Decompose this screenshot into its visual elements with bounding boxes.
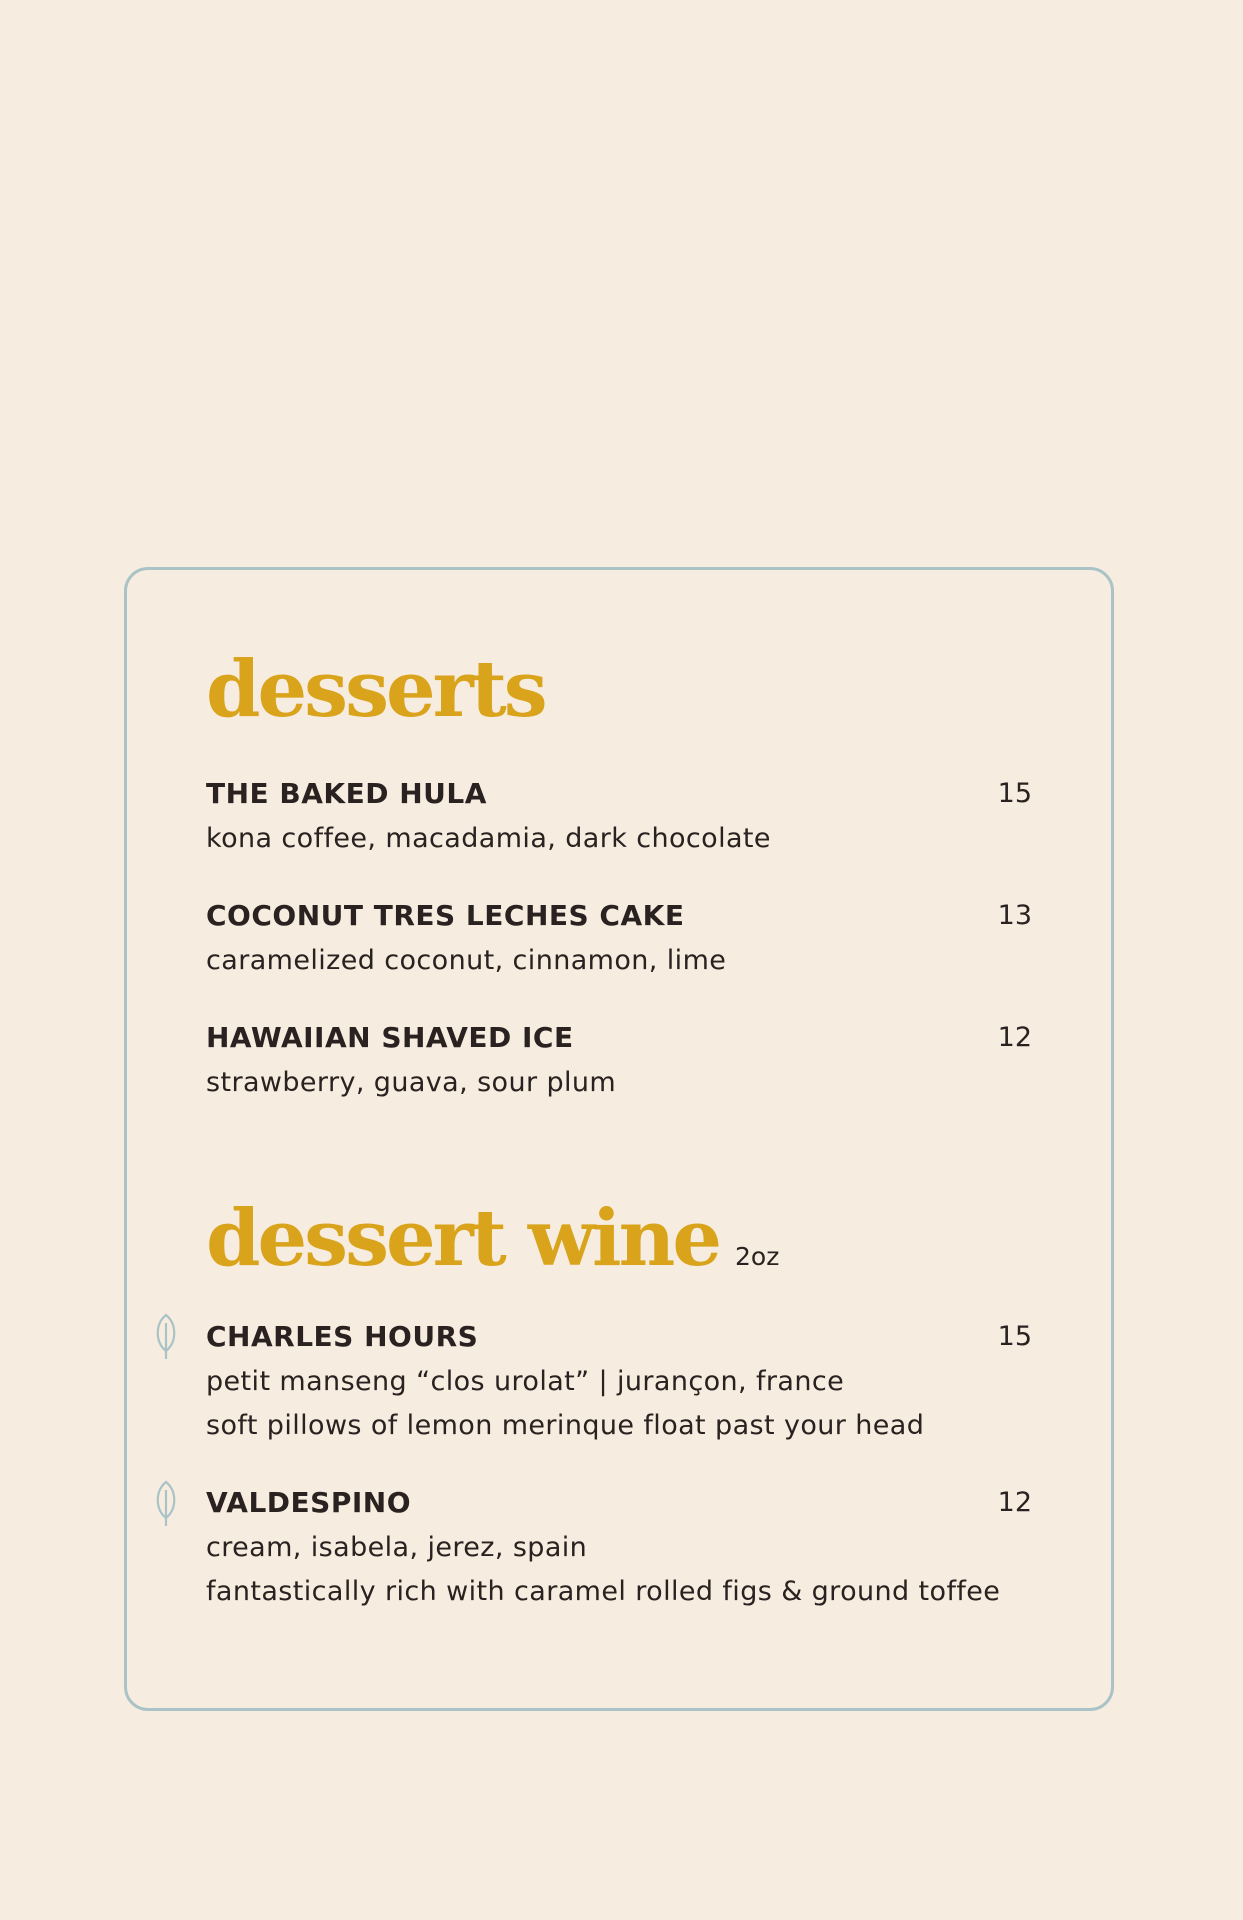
dessert-item-description: strawberry, guava, sour plum	[206, 1067, 617, 1098]
wine-item-name: CHARLES HOURS	[206, 1320, 479, 1353]
wine-item-price: 15	[997, 1321, 1032, 1352]
dessert-item-description: kona coffee, macadamia, dark chocolate	[206, 823, 771, 854]
wine-item-price: 12	[997, 1487, 1032, 1518]
wine-item-varietal: cream, isabela, jerez, spain	[206, 1532, 588, 1563]
leaf-icon	[152, 1478, 180, 1528]
dessert-item-name: THE BAKED HULA	[206, 777, 487, 810]
serving-size-note: 2oz	[735, 1242, 780, 1271]
wine-item-tasting-note: fantastically rich with caramel rolled figs & ground toffee	[206, 1576, 1001, 1607]
dessert-item-price: 12	[997, 1022, 1032, 1053]
wine-item-varietal: petit manseng “clos urolat” | jurançon, france	[206, 1366, 845, 1397]
dessert-item-name: HAWAIIAN SHAVED ICE	[206, 1021, 574, 1054]
wine-item-tasting-note: soft pillows of lemon merinque float past your head	[206, 1410, 925, 1441]
dessert-item-description: caramelized coconut, cinnamon, lime	[206, 945, 727, 976]
leaf-icon	[152, 1311, 180, 1361]
dessert-wine-title-text: dessert wine	[206, 1193, 720, 1284]
wine-item-name: VALDESPINO	[206, 1486, 411, 1519]
dessert-wine-title	[206, 1193, 780, 1284]
dessert-item-name: COCONUT TRES LECHES CAKE	[206, 899, 685, 932]
dessert-item-price: 15	[997, 778, 1032, 809]
dessert-item-price: 13	[997, 900, 1032, 931]
desserts-title: desserts	[206, 644, 545, 735]
